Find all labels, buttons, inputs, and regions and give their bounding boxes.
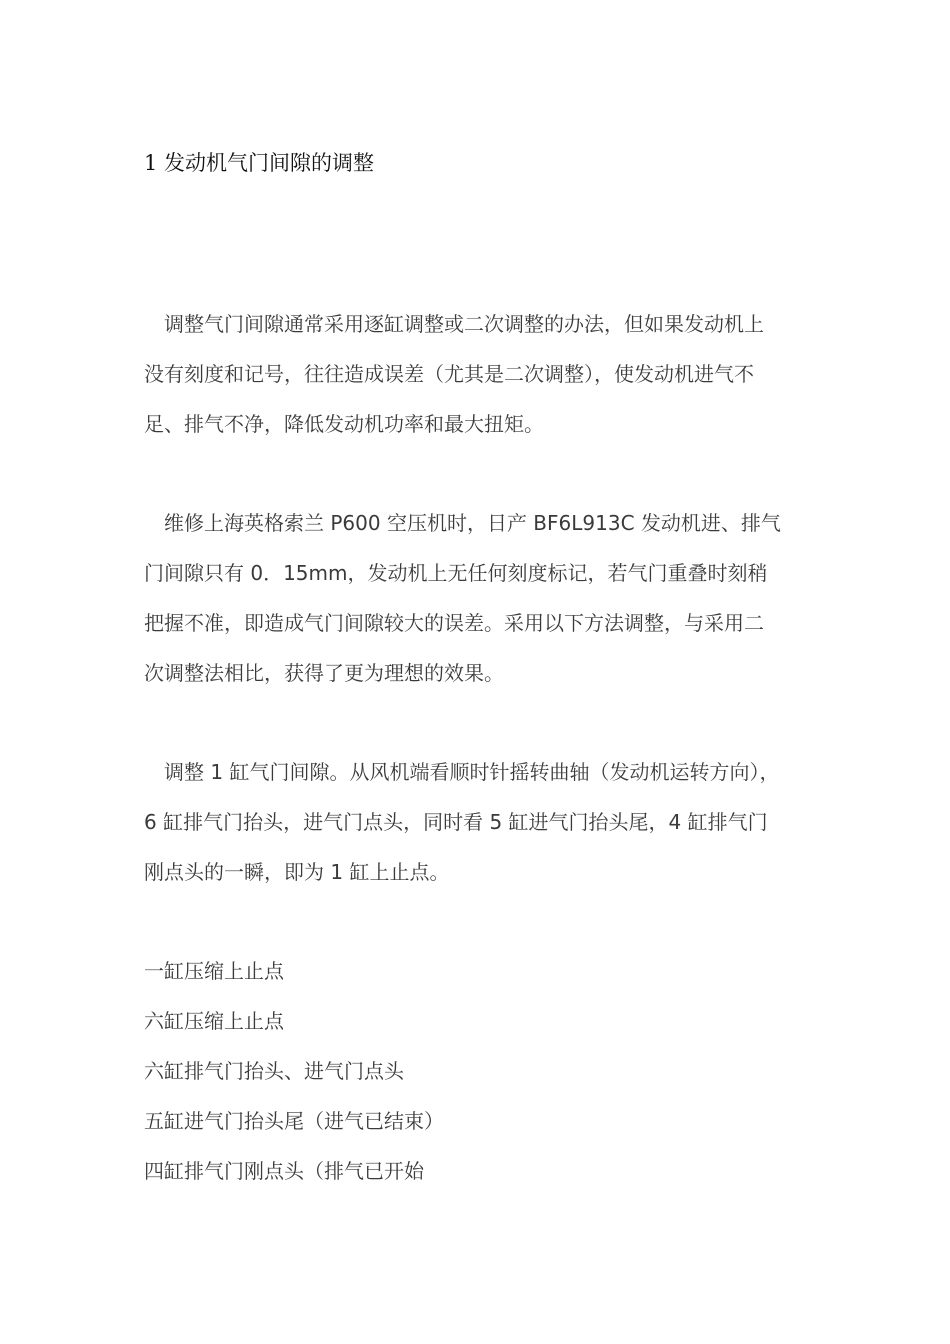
paragraph-line: 调整气门间隙通常采用逐缸调整或二次调整的办法，但如果发动机上	[144, 312, 764, 336]
list-item: 一缸压缩上止点	[144, 959, 284, 983]
paragraph-line: 维修上海英格索兰 P600 空压机时，日产 BF6L913C 发动机进、排气	[144, 511, 781, 535]
paragraph-line: 没有刻度和记号，往往造成误差（尤其是二次调整），使发动机进气不	[144, 362, 754, 386]
paragraph-line: 门间隙只有 0．15mm，发动机上无任何刻度标记，若气门重叠时刻稍	[144, 561, 768, 585]
list-item: 五缸进气门抬头尾（进气已结束）	[144, 1109, 444, 1133]
section-heading: 1 发动机气门间隙的调整	[144, 151, 375, 175]
paragraph-line: 次调整法相比，获得了更为理想的效果。	[144, 661, 504, 685]
paragraph-line: 调整 1 缸气门间隙。从风机端看顺时针摇转曲轴（发动机运转方向），	[144, 760, 780, 784]
paragraph-line: 足、排气不净，降低发动机功率和最大扭矩。	[144, 412, 544, 436]
list-item: 六缸压缩上止点	[144, 1009, 284, 1033]
cylinder-state-list	[144, 946, 444, 1196]
list-item: 六缸排气门抬头、进气门点头	[144, 1059, 404, 1083]
paragraph-line: 刚点头的一瞬，即为 1 缸上止点。	[144, 860, 450, 884]
paragraph-intro	[144, 299, 834, 449]
paragraph-line: 把握不准，即造成气门间隙较大的误差。采用以下方法调整，与采用二	[144, 611, 764, 635]
paragraph-case	[144, 498, 834, 698]
paragraph-procedure	[144, 747, 834, 897]
list-item: 四缸排气门刚点头（排气已开始	[144, 1159, 424, 1183]
paragraph-line: 6 缸排气门抬头，进气门点头，同时看 5 缸进气门抬头尾，4 缸排气门	[144, 810, 768, 834]
